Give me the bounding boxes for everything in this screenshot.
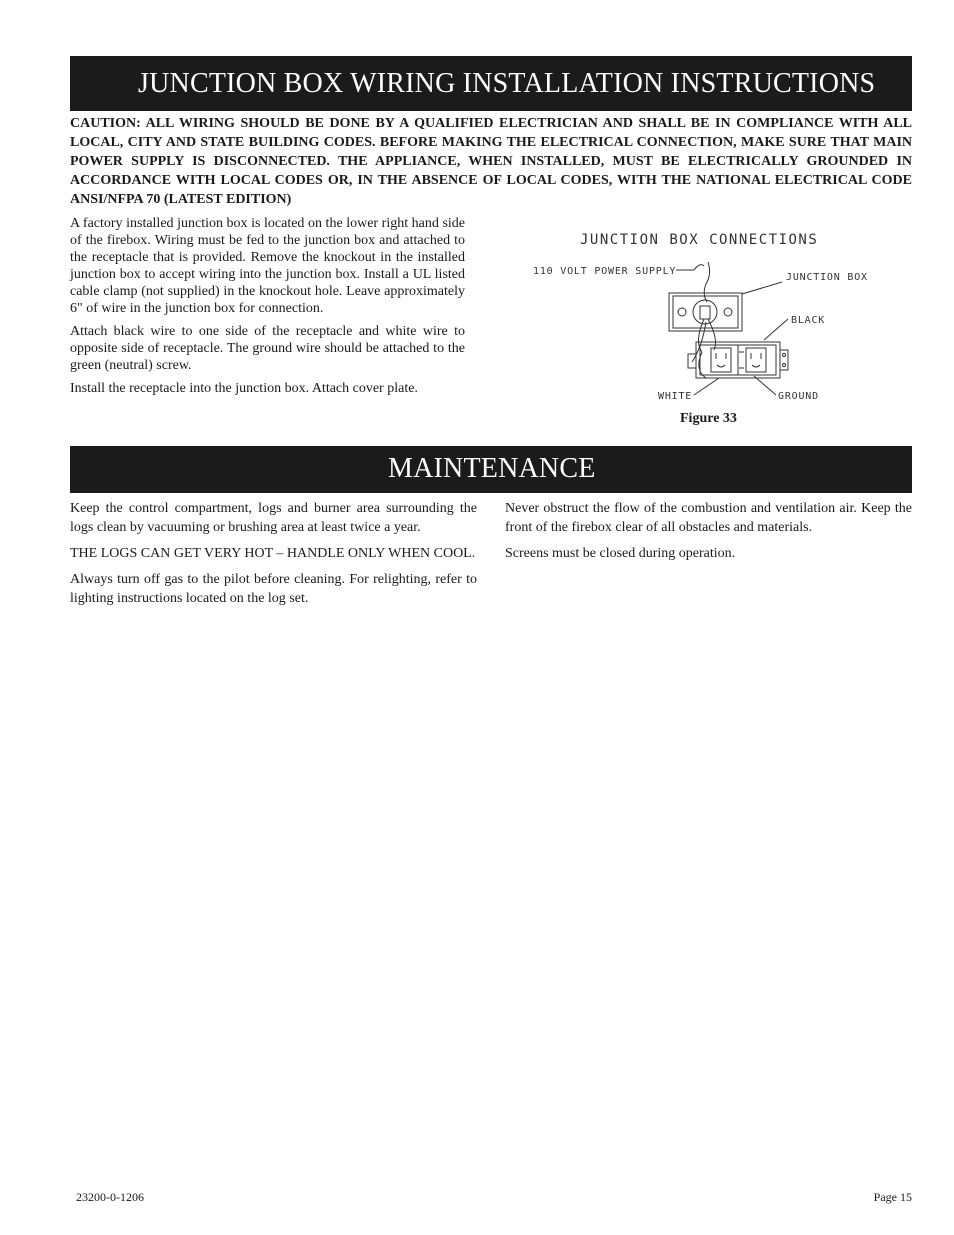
maintenance-paragraph: Screens must be closed during operation. [505, 546, 736, 561]
junction-box-drawing [524, 222, 886, 412]
maintenance-left-column [70, 499, 477, 615]
wiring-instructions [70, 215, 465, 403]
diagram-title: JUNCTION BOX CONNECTIONS [580, 232, 819, 248]
document-number: 23200-0-1206 [76, 1190, 144, 1204]
figure-caption: Figure 33 [680, 411, 737, 426]
maintenance-right-column [505, 499, 912, 570]
maintenance-paragraph: Never obstruct the flow of the combustion and ventilation air. Keep the front of the firebox clear of all obstacles and materials. [505, 501, 912, 535]
diagram-linework [669, 262, 788, 395]
maintenance-section-title: MAINTENANCE [388, 453, 596, 484]
page-number: Page 15 [873, 1190, 912, 1204]
junction-box-diagram [524, 222, 886, 412]
maintenance-paragraph: Keep the control compartment, logs and burner area surrounding the logs clean by vacuuming or brushing area at least twice a year. [70, 501, 477, 535]
maintenance-paragraph: THE LOGS CAN GET VERY HOT – HANDLE ONLY WHEN COOL. [70, 546, 476, 561]
maintenance-section-header [70, 446, 912, 493]
ground-wire-label: GROUND [778, 391, 819, 402]
junction-box-label: JUNCTION BOX [786, 272, 868, 283]
wiring-paragraph: Install the receptacle into the junction box. Attach cover plate. [70, 381, 418, 396]
wiring-section-title: JUNCTION BOX WIRING INSTALLATION INSTRUCTIONS [138, 68, 876, 99]
power-supply-label: 110 VOLT POWER SUPPLY [533, 266, 677, 277]
white-wire-label: WHITE [658, 391, 693, 402]
maintenance-paragraph: Always turn off gas to the pilot before cleaning. For relighting, refer to lighting instructions located on the log set. [70, 572, 477, 606]
wiring-paragraph: Attach black wire to one side of the receptacle and white wire to opposite side of receptacle. The ground wire should be attached to the green (neutral) screw. [70, 324, 465, 373]
black-wire-label: BLACK [791, 315, 826, 326]
wiring-paragraph: A factory installed junction box is located on the lower right hand side of the firebox. Wiring must be fed to the junction box and attached to the receptacle that is provided. Remove the knockout in the installed junction box to accept wiring into the junction box. Install a UL listed cable clamp (not supplied) in the knockout hole. Leave approximately 6" of wire in the junction box for connection. [70, 216, 465, 316]
caution-notice: CAUTION: ALL WIRING SHOULD BE DONE BY A QUALIFIED ELECTRICIAN AND SHALL BE IN COMPLIANCE WITH ALL LOCAL, CITY AND STATE BUILDING CODES. BEFORE MAKING THE ELECTRICAL CONNECTION, MAKE SURE THAT MAIN POWER SUPPLY IS DISCONNECTED. THE APPLIANCE, WHEN INSTALLED, MUST BE ELECTRICALLY GROUNDED IN ACCORDANCE WITH LOCAL CODES OR, IN THE ABSENCE OF LOCAL CODES, WITH THE NATIONAL ELECTRICAL CODE ANSI/NFPA 70 (LATEST EDITION) [70, 116, 912, 207]
wiring-section-header [70, 56, 912, 111]
